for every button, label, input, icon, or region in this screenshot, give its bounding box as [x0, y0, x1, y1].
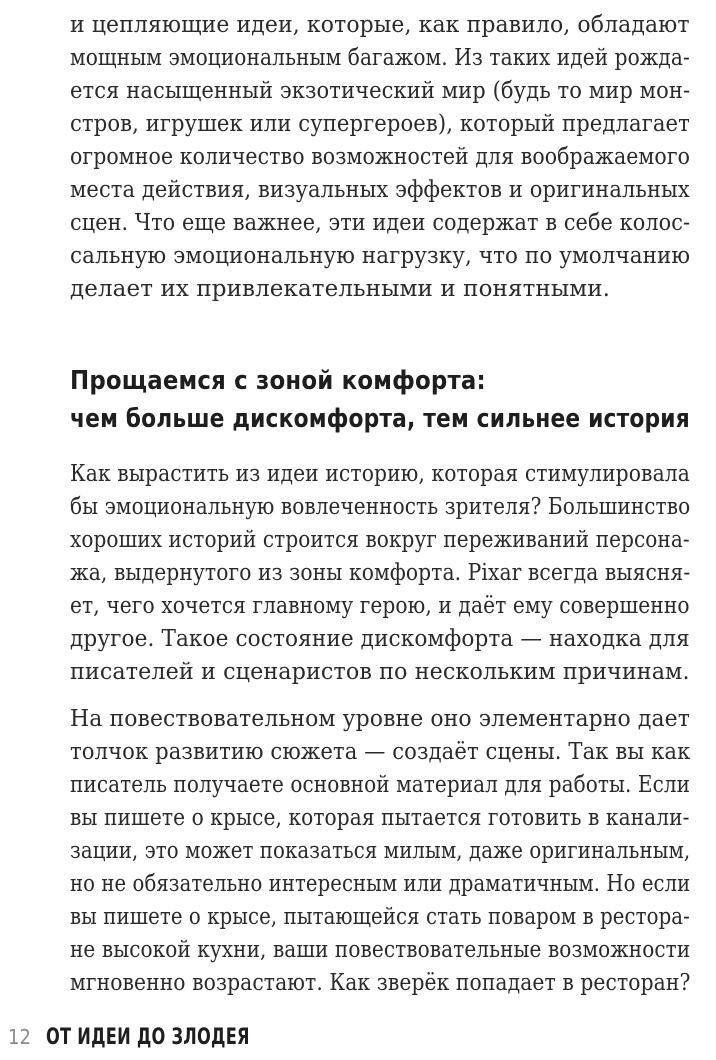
text-line: хороших историй строится вокруг переживаний персона- — [70, 527, 690, 553]
text-line: писатель получаете основной материал для работы. Если — [70, 772, 691, 798]
text-line: вы пишете о крысе, пытающейся стать поваром в рестора- — [70, 904, 690, 930]
page-number: 12 — [8, 1025, 31, 1049]
text-line: делает их привлекательными и понятными. — [70, 276, 611, 302]
text-line: вы пишете о крысе, которая пытается готовить в канали- — [70, 805, 690, 831]
text-line: На повествовательном уровне оно элементарно дает — [70, 706, 690, 732]
text-line: писателей и сценаристов по нескольким причинам. — [70, 659, 690, 685]
text-line: Как вырастить из идеи историю, которая стимулировала — [70, 461, 690, 487]
text-line: места действия, визуальных эффектов и оригинальных — [70, 177, 690, 203]
heading-line-1: Прощаемся с зоной комфорта: — [70, 366, 486, 396]
text-line: другое. Такое состояние дискомфорта — находка для — [70, 626, 690, 652]
text-line: ется насыщенный экзотический мир (будь то мир мон- — [70, 78, 691, 104]
text-line: но не обязательно интересным или драматичным. Но если — [70, 871, 691, 897]
text-line: ет, чего хочется главному герою, и даёт ему совершенно — [70, 593, 690, 619]
text-line: и цепляющие идеи, которые, как правило, обладают — [70, 12, 690, 38]
text-line: стров, игрушек или супергероев), который предлагает — [70, 111, 690, 137]
text-line: мощным эмоциональным багажом. Из таких идей рожда- — [70, 45, 690, 71]
text-line: сцен. Что еще важнее, эти идеи содержат в себе колос- — [70, 210, 691, 236]
heading-line-2: чем больше дискомфорта, тем сильнее история — [70, 404, 690, 434]
running-title: ОТ ИДЕИ ДО ЗЛОДЕЯ — [46, 1024, 250, 1050]
text-line: толчок развитию сюжета — создаёт сцены. Так вы как — [70, 739, 691, 765]
text-line: жа, выдернутого из зоны комфорта. Pixar всегда выясня- — [70, 560, 691, 586]
text-line: не высокой кухни, ваши повествовательные возможности — [70, 937, 691, 963]
text-line: бы эмоциональную вовлеченность зрителя? Большинство — [70, 494, 691, 520]
text-line: сальную эмоциональную нагрузку, что по умолчанию — [70, 243, 691, 269]
text-line: огромное количество возможностей для воображаемого — [70, 144, 691, 170]
page-footer — [8, 1022, 295, 1052]
text-line: мгновенно возрастают. Как зверёк попадает в ресторан? — [70, 970, 691, 996]
text-line: зации, это может показаться милым, даже оригинальным, — [70, 838, 691, 864]
